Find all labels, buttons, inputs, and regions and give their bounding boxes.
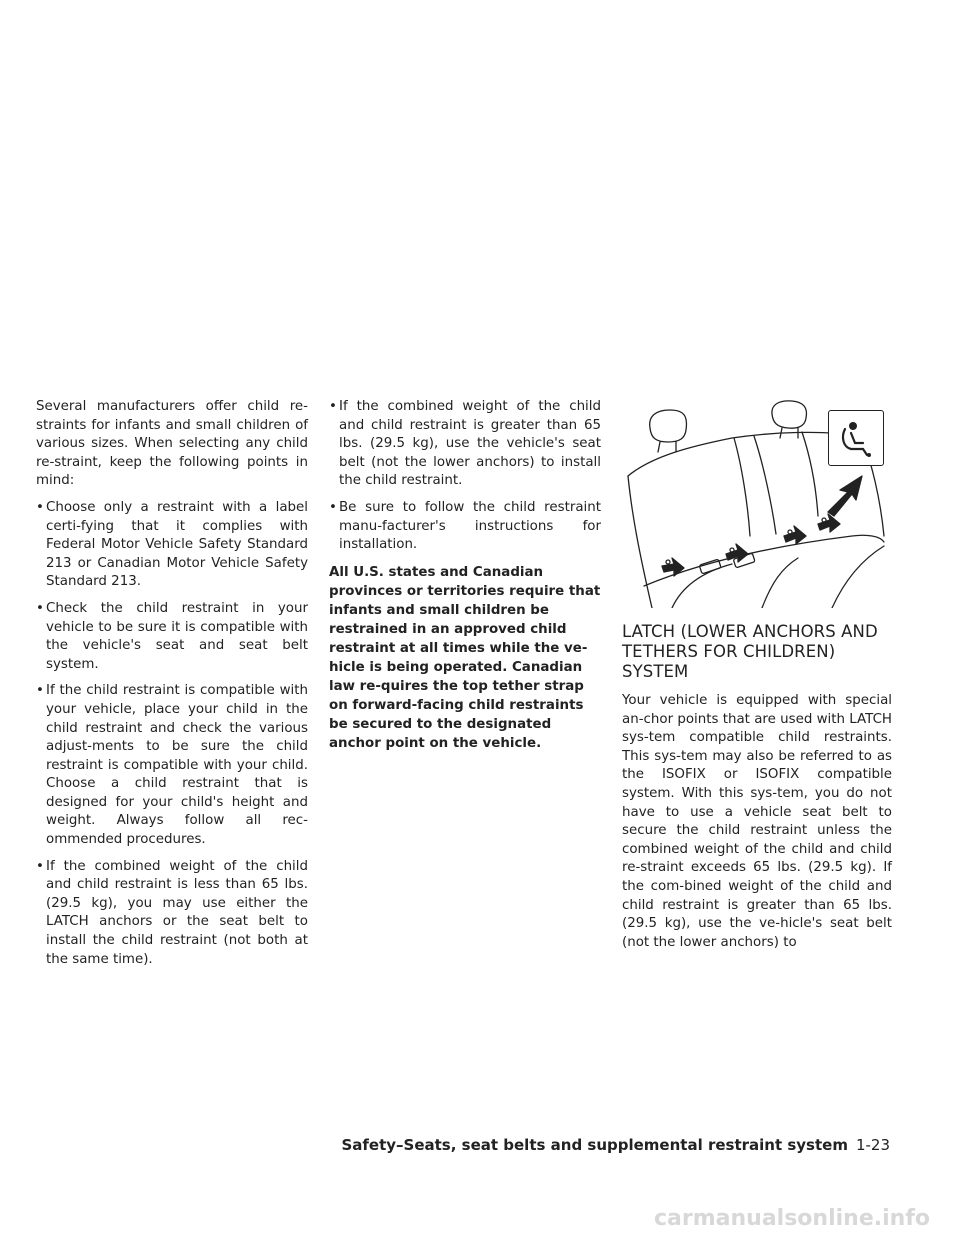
legal-warning: All U.S. states and Canadian provinces or territories require that infants and small children be restrained in an approved child restraint at all times while the ve-hicle is being operated. Canadian law re-quires the top tether strap on forward-facing child restraints be secured to the designated anchor point on the vehicle. [329,564,601,751]
child-seat-icon [828,410,884,466]
list-item: • If the child restraint is compatible with your vehicle, place your child in the child restraint and check the various adjust-ments to be sure the child restraint is compatible with your child. Choose a child restraint that is designed for your child's height and weight. Always follow all rec-ommended procedures. [36,682,308,849]
latch-anchor-illustration [622,386,892,608]
selection-points-list [36,499,308,969]
intro-paragraph: Several manufacturers offer child re-straints for infants and small children of various sizes. When selecting any child re-straint, keep the following points in mind: [36,399,308,489]
list-item: • Be sure to follow the child restraint manu-facturer's instructions for installation. [329,499,601,555]
list-item: • If the combined weight of the child and child restraint is greater than 65 lbs. (29.5 kg), use the vehicle's seat belt (not the lower anchors) to install the child restraint. [329,398,601,491]
watermark: carmanualsonline.info [654,1206,930,1231]
selection-points-list-continued [329,398,601,555]
page-number: 1-23 [855,1136,890,1154]
latch-paragraph: Your vehicle is equipped with special an-chor points that are used with LATCH sys-tem compatible child restraints. This sys-tem may also be referred to as the ISOFIX or ISOFIX compatible system. With this sys-tem, you do not have to use a vehicle seat belt to secure the child restraint unless the combined weight of the child and child re-straint exceeds 65 lbs. (29.5 kg). If the com-bined weight of the child and child restraint is greater than 65 lbs. (29.5 kg), use the ve-hicle's seat belt (not the lower anchors) to [622,693,892,950]
page-footer [341,1136,890,1154]
section-heading: LATCH (LOWER ANCHORS AND TETHERS FOR CHILDREN) SYSTEM [622,622,878,681]
column-middle [329,398,601,761]
list-item: • Check the child restraint in your vehicle to be sure it is compatible with the vehicle's seat and seat belt system. [36,600,308,674]
list-item: • If the combined weight of the child and child restraint is less than 65 lbs. (29.5 kg), you may use either the LATCH anchors or the seat belt to install the child restraint (not both at the same time). [36,858,308,970]
footer-section-title: Safety–Seats, seat belts and supplemental restraint system [341,1136,848,1154]
list-item: • Choose only a restraint with a label certi-fying that it complies with Federal Motor Vehicle Safety Standard 213 or Canadian Motor Vehicle Safety Standard 213. [36,499,308,592]
column-left [36,398,308,977]
column-right [622,622,892,960]
